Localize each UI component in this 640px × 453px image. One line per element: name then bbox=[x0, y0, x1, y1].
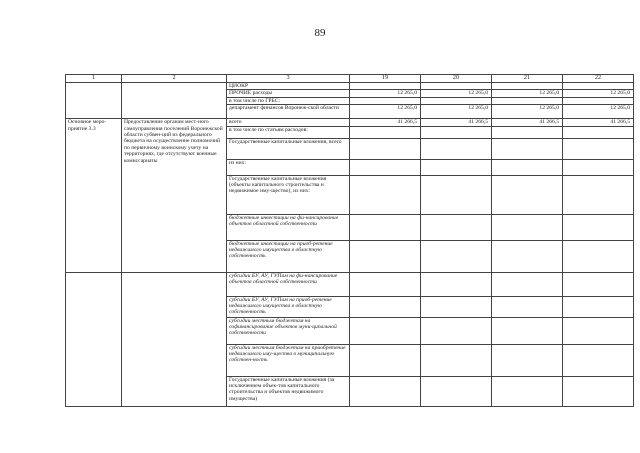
value-cell bbox=[563, 83, 634, 90]
value-cell: 12 265,0 bbox=[350, 105, 421, 119]
value-cell bbox=[350, 214, 421, 240]
value-cell bbox=[563, 240, 634, 272]
value-cell bbox=[492, 296, 563, 317]
header-row bbox=[66, 75, 634, 83]
row-label: бюджетные инвестиции на приоб-ретение недвижимого имущества в областную собственность bbox=[227, 240, 350, 272]
value-cell: 12 265,0 bbox=[350, 90, 421, 97]
value-cell bbox=[350, 272, 421, 296]
empty-cell bbox=[66, 83, 122, 119]
value-cell bbox=[421, 138, 492, 159]
value-cell bbox=[492, 317, 563, 344]
row-label: всего bbox=[227, 119, 350, 126]
header-cell: 2 bbox=[122, 75, 227, 83]
empty-cell bbox=[122, 83, 227, 119]
table-row bbox=[66, 119, 634, 126]
value-cell: 41 266,5 bbox=[492, 119, 563, 126]
row-label: субсидии местным бюджетам на софинансирование объектов муни-ципальной собственности bbox=[227, 317, 350, 344]
value-cell bbox=[492, 126, 563, 138]
row-label: в том числе по ГРБС: bbox=[227, 97, 350, 104]
table-row bbox=[66, 272, 634, 296]
value-cell bbox=[350, 138, 421, 159]
value-cell bbox=[492, 240, 563, 272]
value-cell bbox=[421, 126, 492, 138]
value-cell: 12 265,0 bbox=[492, 90, 563, 97]
header-cell: 22 bbox=[563, 75, 634, 83]
value-cell bbox=[563, 126, 634, 138]
value-cell bbox=[421, 83, 492, 90]
value-cell bbox=[563, 138, 634, 159]
value-cell bbox=[563, 272, 634, 296]
header-cell: 21 bbox=[492, 75, 563, 83]
value-cell bbox=[421, 296, 492, 317]
row-label: бюджетные инвестиции на фи-нансирование объектов областной собственности bbox=[227, 214, 350, 240]
value-cell bbox=[350, 97, 421, 104]
value-cell bbox=[563, 214, 634, 240]
value-cell: 12 265,0 bbox=[421, 105, 492, 119]
value-cell bbox=[350, 175, 421, 214]
row-label: ЦИОКР bbox=[227, 83, 350, 90]
header-cell: 20 bbox=[421, 75, 492, 83]
row-label: департамент финансов Воронеж-ской области bbox=[227, 105, 350, 119]
value-cell: 12 265,0 bbox=[563, 90, 634, 97]
value-cell bbox=[350, 296, 421, 317]
value-cell bbox=[492, 175, 563, 214]
row-label: ПРОЧИЕ расходы bbox=[227, 90, 350, 97]
value-cell bbox=[421, 272, 492, 296]
value-cell bbox=[350, 159, 421, 175]
value-cell bbox=[492, 159, 563, 175]
value-cell bbox=[563, 376, 634, 406]
row-label: Государственные капитальные вложения (объекты капитального строительства и недвижимое иму-щество), из них: bbox=[227, 175, 350, 214]
value-cell: 12 265,0 bbox=[421, 90, 492, 97]
row-label: Государственные капитальные вложения, всего bbox=[227, 138, 350, 159]
header-cell: 3 bbox=[227, 75, 350, 83]
value-cell bbox=[563, 159, 634, 175]
page-number: 89 bbox=[314, 27, 326, 39]
value-cell bbox=[350, 317, 421, 344]
value-cell bbox=[421, 175, 492, 214]
value-cell: 41 266,5 bbox=[421, 119, 492, 126]
value-cell bbox=[350, 344, 421, 376]
value-cell bbox=[350, 376, 421, 406]
value-cell bbox=[421, 159, 492, 175]
empty-cell bbox=[122, 272, 227, 406]
row-label: Государственные капитальные вложения (за исключением объек-тов капитального строительства и объектов недвижимого имущества) bbox=[227, 376, 350, 406]
header-cell: 19 bbox=[350, 75, 421, 83]
value-cell bbox=[350, 126, 421, 138]
value-cell bbox=[492, 138, 563, 159]
value-cell bbox=[421, 376, 492, 406]
value-cell: 12 265,0 bbox=[563, 105, 634, 119]
budget-table bbox=[65, 74, 634, 407]
value-cell bbox=[421, 97, 492, 104]
value-cell bbox=[492, 272, 563, 296]
value-cell bbox=[563, 317, 634, 344]
value-cell bbox=[350, 83, 421, 90]
value-cell bbox=[492, 376, 563, 406]
value-cell bbox=[492, 83, 563, 90]
row-label: субсидии БУ, АУ, ГУПам на приоб-ретение недвижимого имущества в областную собственность bbox=[227, 296, 350, 317]
value-cell bbox=[350, 240, 421, 272]
activity-description: Предоставление органам мест-ного самоуправления поселений Воронежской области субвен-ций из федерального бюджета на осуществление полномочий по первичному воинскому учету на территориях, где отсутствуют военные комиссариаты bbox=[122, 119, 227, 272]
row-label: в том числе по статьям расходов: bbox=[227, 126, 350, 138]
value-cell: 41 266,5 bbox=[563, 119, 634, 126]
value-cell bbox=[563, 175, 634, 214]
value-cell bbox=[421, 214, 492, 240]
value-cell bbox=[421, 317, 492, 344]
value-cell bbox=[421, 344, 492, 376]
value-cell bbox=[421, 240, 492, 272]
value-cell bbox=[492, 214, 563, 240]
value-cell: 41 266,5 bbox=[350, 119, 421, 126]
header-cell: 1 bbox=[66, 75, 122, 83]
value-cell bbox=[563, 97, 634, 104]
value-cell bbox=[563, 344, 634, 376]
empty-cell bbox=[66, 272, 122, 406]
row-label: субсидии местным бюджетам на приобретение недвижимого иму-щества в муниципальную собствен-ность bbox=[227, 344, 350, 376]
table-row bbox=[66, 83, 634, 90]
value-cell bbox=[492, 97, 563, 104]
row-label: субсидии БУ, АУ, ГУПам на фи-нансирование объектов областной собственности bbox=[227, 272, 350, 296]
row-label: из них: bbox=[227, 159, 350, 175]
value-cell bbox=[492, 344, 563, 376]
value-cell bbox=[563, 296, 634, 317]
activity-code: Основное меро-приятие 3.3 bbox=[66, 119, 122, 272]
value-cell: 12 265,0 bbox=[492, 105, 563, 119]
